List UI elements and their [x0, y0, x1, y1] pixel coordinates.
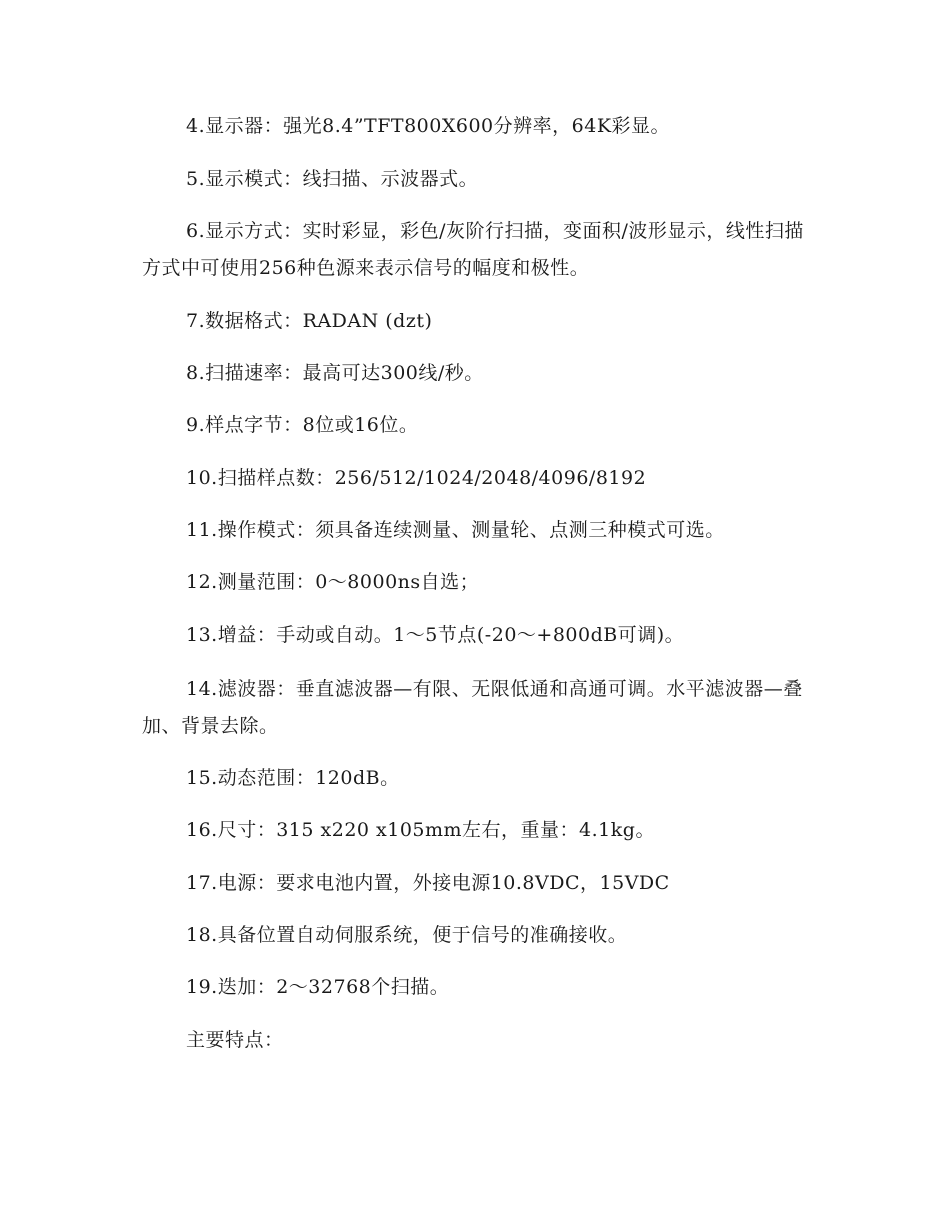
spec-item-6: 6.显示方式：实时彩显，彩色/灰阶行扫描，变面积/波形显示，线性扫描方式中可使用256种色源来表示信号的幅度和极性。 — [142, 220, 804, 279]
spec-item-8: 8.扫描速率：最高可达300线/秒。 — [186, 362, 484, 384]
spec-item-13: 13.增益：手动或自动。1～5节点(-20～+800dB可调)。 — [186, 624, 685, 646]
spec-item-15: 15.动态范围：120dB。 — [186, 767, 400, 789]
spec-item-5: 5.显示模式：线扫描、示波器式。 — [186, 168, 479, 190]
section-heading-features: 主要特点： — [186, 1029, 284, 1051]
spec-item-7: 7.数据格式：RADAN (dzt) — [186, 310, 433, 332]
spec-item-11: 11.操作模式：须具备连续测量、测量轮、点测三种模式可选。 — [186, 519, 725, 541]
spec-item-19: 19.迭加：2～32768个扫描。 — [186, 976, 450, 998]
spec-item-9: 9.样点字节：8位或16位。 — [186, 414, 419, 436]
spec-item-4: 4.显示器：强光8.4”TFT800X600分辨率，64K彩显。 — [186, 115, 671, 137]
spec-item-10: 10.扫描样点数：256/512/1024/2048/4096/8192 — [186, 467, 647, 489]
spec-item-17: 17.电源：要求电池内置，外接电源10.8VDC，15VDC — [186, 872, 670, 894]
spec-item-14: 14.滤波器：垂直滤波器—有限、无限低通和高通可调。水平滤波器—叠加、背景去除。 — [142, 678, 803, 737]
spec-item-18: 18.具备位置自动伺服系统，便于信号的准确接收。 — [186, 924, 628, 946]
spec-item-16: 16.尺寸：315 x220 x105mm左右，重量：4.1kg。 — [186, 819, 655, 841]
spec-item-12: 12.测量范围：0～8000ns自选； — [186, 571, 480, 593]
